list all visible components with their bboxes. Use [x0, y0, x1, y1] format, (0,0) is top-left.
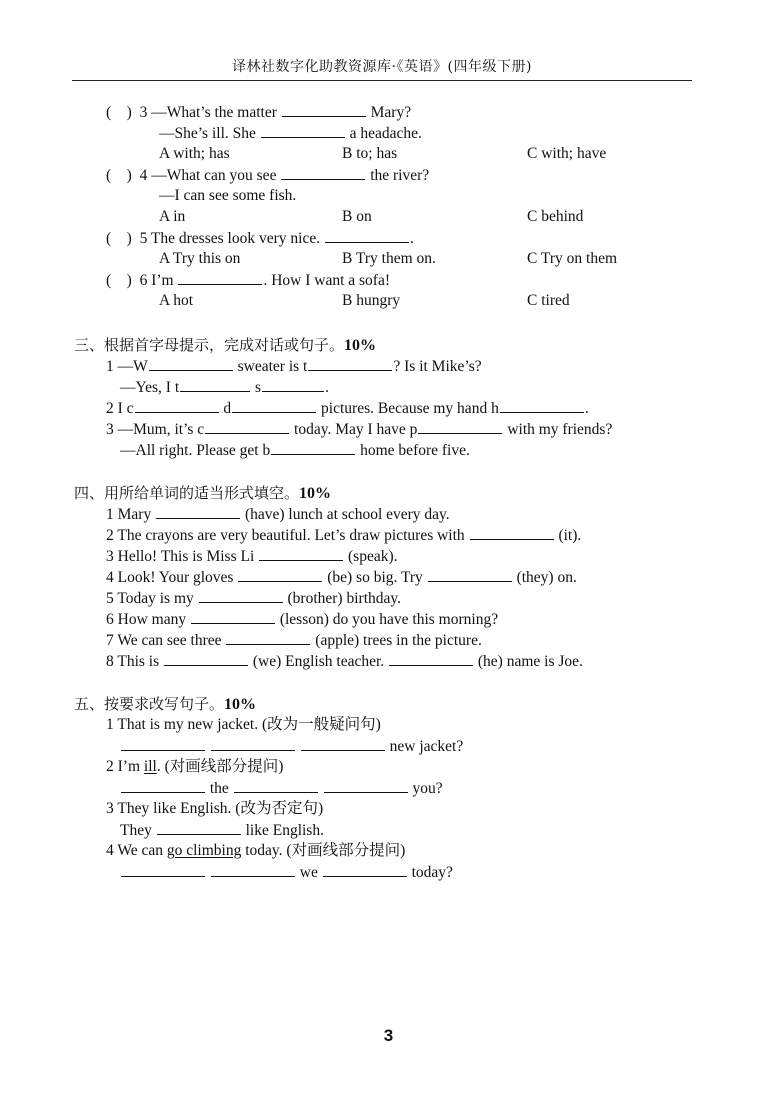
section-4-title: 四、用所给单词的适当形式填空。10% — [74, 484, 332, 502]
mc-q5-line1: ( ) 5 The dresses look very nice. . — [106, 230, 414, 247]
sec4-q3: 3 Hello! This is Miss Li (speak). — [106, 548, 398, 565]
blank[interactable] — [178, 270, 262, 285]
sec4-q2: 2 The crayons are very beautiful. Let’s draw pictures with (it). — [106, 527, 582, 544]
mc-q6-line1: ( ) 6 I’m . How I want a sofa! — [106, 272, 391, 289]
blank[interactable] — [121, 778, 205, 793]
underlined-phrase: go climbing — [166, 842, 242, 859]
blank[interactable] — [234, 778, 318, 793]
mc-q6-option-a: A hot — [159, 292, 194, 309]
blank[interactable] — [157, 820, 241, 835]
page-number: 3 — [383, 1026, 394, 1045]
blank[interactable] — [470, 525, 554, 540]
blank[interactable] — [271, 440, 355, 455]
mc-q6-option-b: B hungry — [342, 292, 401, 309]
sec3-q2: 2 I c d pictures. Because my hand h . — [106, 400, 589, 417]
underlined-word: ill — [143, 758, 157, 775]
mc-q4-option-a: A in — [159, 208, 186, 225]
blank[interactable] — [323, 862, 407, 877]
sec5-q3-answer: They like English. — [120, 822, 324, 839]
sec5-q1: 1 That is my new jacket. (改为一般疑问句) — [106, 716, 381, 733]
blank[interactable] — [282, 102, 366, 117]
blank[interactable] — [135, 398, 219, 413]
blank[interactable] — [156, 504, 240, 519]
answer-bracket[interactable]: ( ) — [106, 167, 132, 184]
sec5-q2-answer: the you? — [120, 778, 443, 799]
blank[interactable] — [238, 567, 322, 582]
sec4-q1: 1 Mary (have) lunch at school every day. — [106, 506, 450, 523]
blank[interactable] — [121, 862, 205, 877]
mc-q4-option-b: B on — [342, 208, 372, 225]
mc-q5-option-b: B Try them on. — [342, 250, 436, 267]
mc-q3-option-b: B to; has — [342, 145, 398, 162]
sec4-q7: 7 We can see three (apple) trees in the picture. — [106, 632, 482, 649]
sec4-q4: 4 Look! Your gloves (be) so big. Try (they) on. — [106, 569, 577, 586]
blank[interactable] — [164, 651, 248, 666]
header-rule — [72, 80, 692, 81]
mc-q3-line2: —She’s ill. She a headache. — [159, 125, 422, 142]
blank[interactable] — [232, 398, 316, 413]
sec3-q3-line1: 3 —Mum, it’s c today. May I have p with my friends? — [106, 421, 613, 438]
page-header: 译林社数字化助教资源库·《英语》(四年级下册) — [232, 59, 532, 75]
blank[interactable] — [211, 862, 295, 877]
sec5-q4: 4 We can go climbing today. (对画线部分提问) — [106, 842, 406, 859]
mc-q4-line2: —I can see some fish. — [159, 187, 297, 204]
sec5-q2: 2 I’m ill. (对画线部分提问) — [106, 758, 284, 775]
blank[interactable] — [261, 123, 345, 138]
blank[interactable] — [211, 736, 295, 751]
mc-q5-option-a: A Try this on — [159, 250, 241, 267]
sec4-q8: 8 This is (we) English teacher. (he) name is Joe. — [106, 653, 583, 670]
answer-bracket[interactable]: ( ) — [106, 272, 132, 289]
sec5-q3: 3 They like English. (改为否定句) — [106, 800, 324, 817]
sec3-q3-line2: —All right. Please get b home before five. — [120, 442, 470, 459]
blank[interactable] — [259, 546, 343, 561]
answer-bracket[interactable]: ( ) — [106, 104, 132, 121]
sec5-q4-answer: we today? — [120, 862, 453, 883]
sec5-q1-answer: new jacket? — [120, 736, 463, 757]
blank[interactable] — [324, 778, 408, 793]
mc-q4-option-c: C behind — [527, 208, 584, 225]
mc-q6-option-c: C tired — [527, 292, 570, 309]
blank[interactable] — [226, 630, 310, 645]
blank[interactable] — [180, 377, 250, 392]
blank[interactable] — [325, 228, 409, 243]
section-3-title: 三、根据首字母提示，完成对话或句子。10% — [74, 336, 377, 354]
blank[interactable] — [205, 419, 289, 434]
blank[interactable] — [281, 165, 365, 180]
blank[interactable] — [191, 609, 275, 624]
sec3-q1-line2: —Yes, I t s . — [120, 379, 329, 396]
blank[interactable] — [262, 377, 324, 392]
sec4-q6: 6 How many (lesson) do you have this morning? — [106, 611, 499, 628]
blank[interactable] — [301, 736, 385, 751]
mc-q5-option-c: C Try on them — [527, 250, 618, 267]
mc-q3-option-c: C with; have — [527, 145, 607, 162]
sec4-q5: 5 Today is my (brother) birthday. — [106, 590, 401, 607]
blank[interactable] — [308, 356, 392, 371]
blank[interactable] — [199, 588, 283, 603]
section-5-title: 五、按要求改写句子。10% — [74, 695, 257, 713]
answer-bracket[interactable]: ( ) — [106, 230, 132, 247]
mc-q3-line1: ( ) 3 —What’s the matter Mary? — [106, 104, 412, 121]
blank[interactable] — [389, 651, 473, 666]
sec3-q1-line1: 1 —W sweater is t ? Is it Mike’s? — [106, 358, 482, 375]
mc-q4-line1: ( ) 4 —What can you see the river? — [106, 167, 430, 184]
mc-q3-option-a: A with; has — [159, 145, 230, 162]
blank[interactable] — [428, 567, 512, 582]
blank[interactable] — [418, 419, 502, 434]
blank[interactable] — [121, 736, 205, 751]
blank[interactable] — [500, 398, 584, 413]
blank[interactable] — [149, 356, 233, 371]
